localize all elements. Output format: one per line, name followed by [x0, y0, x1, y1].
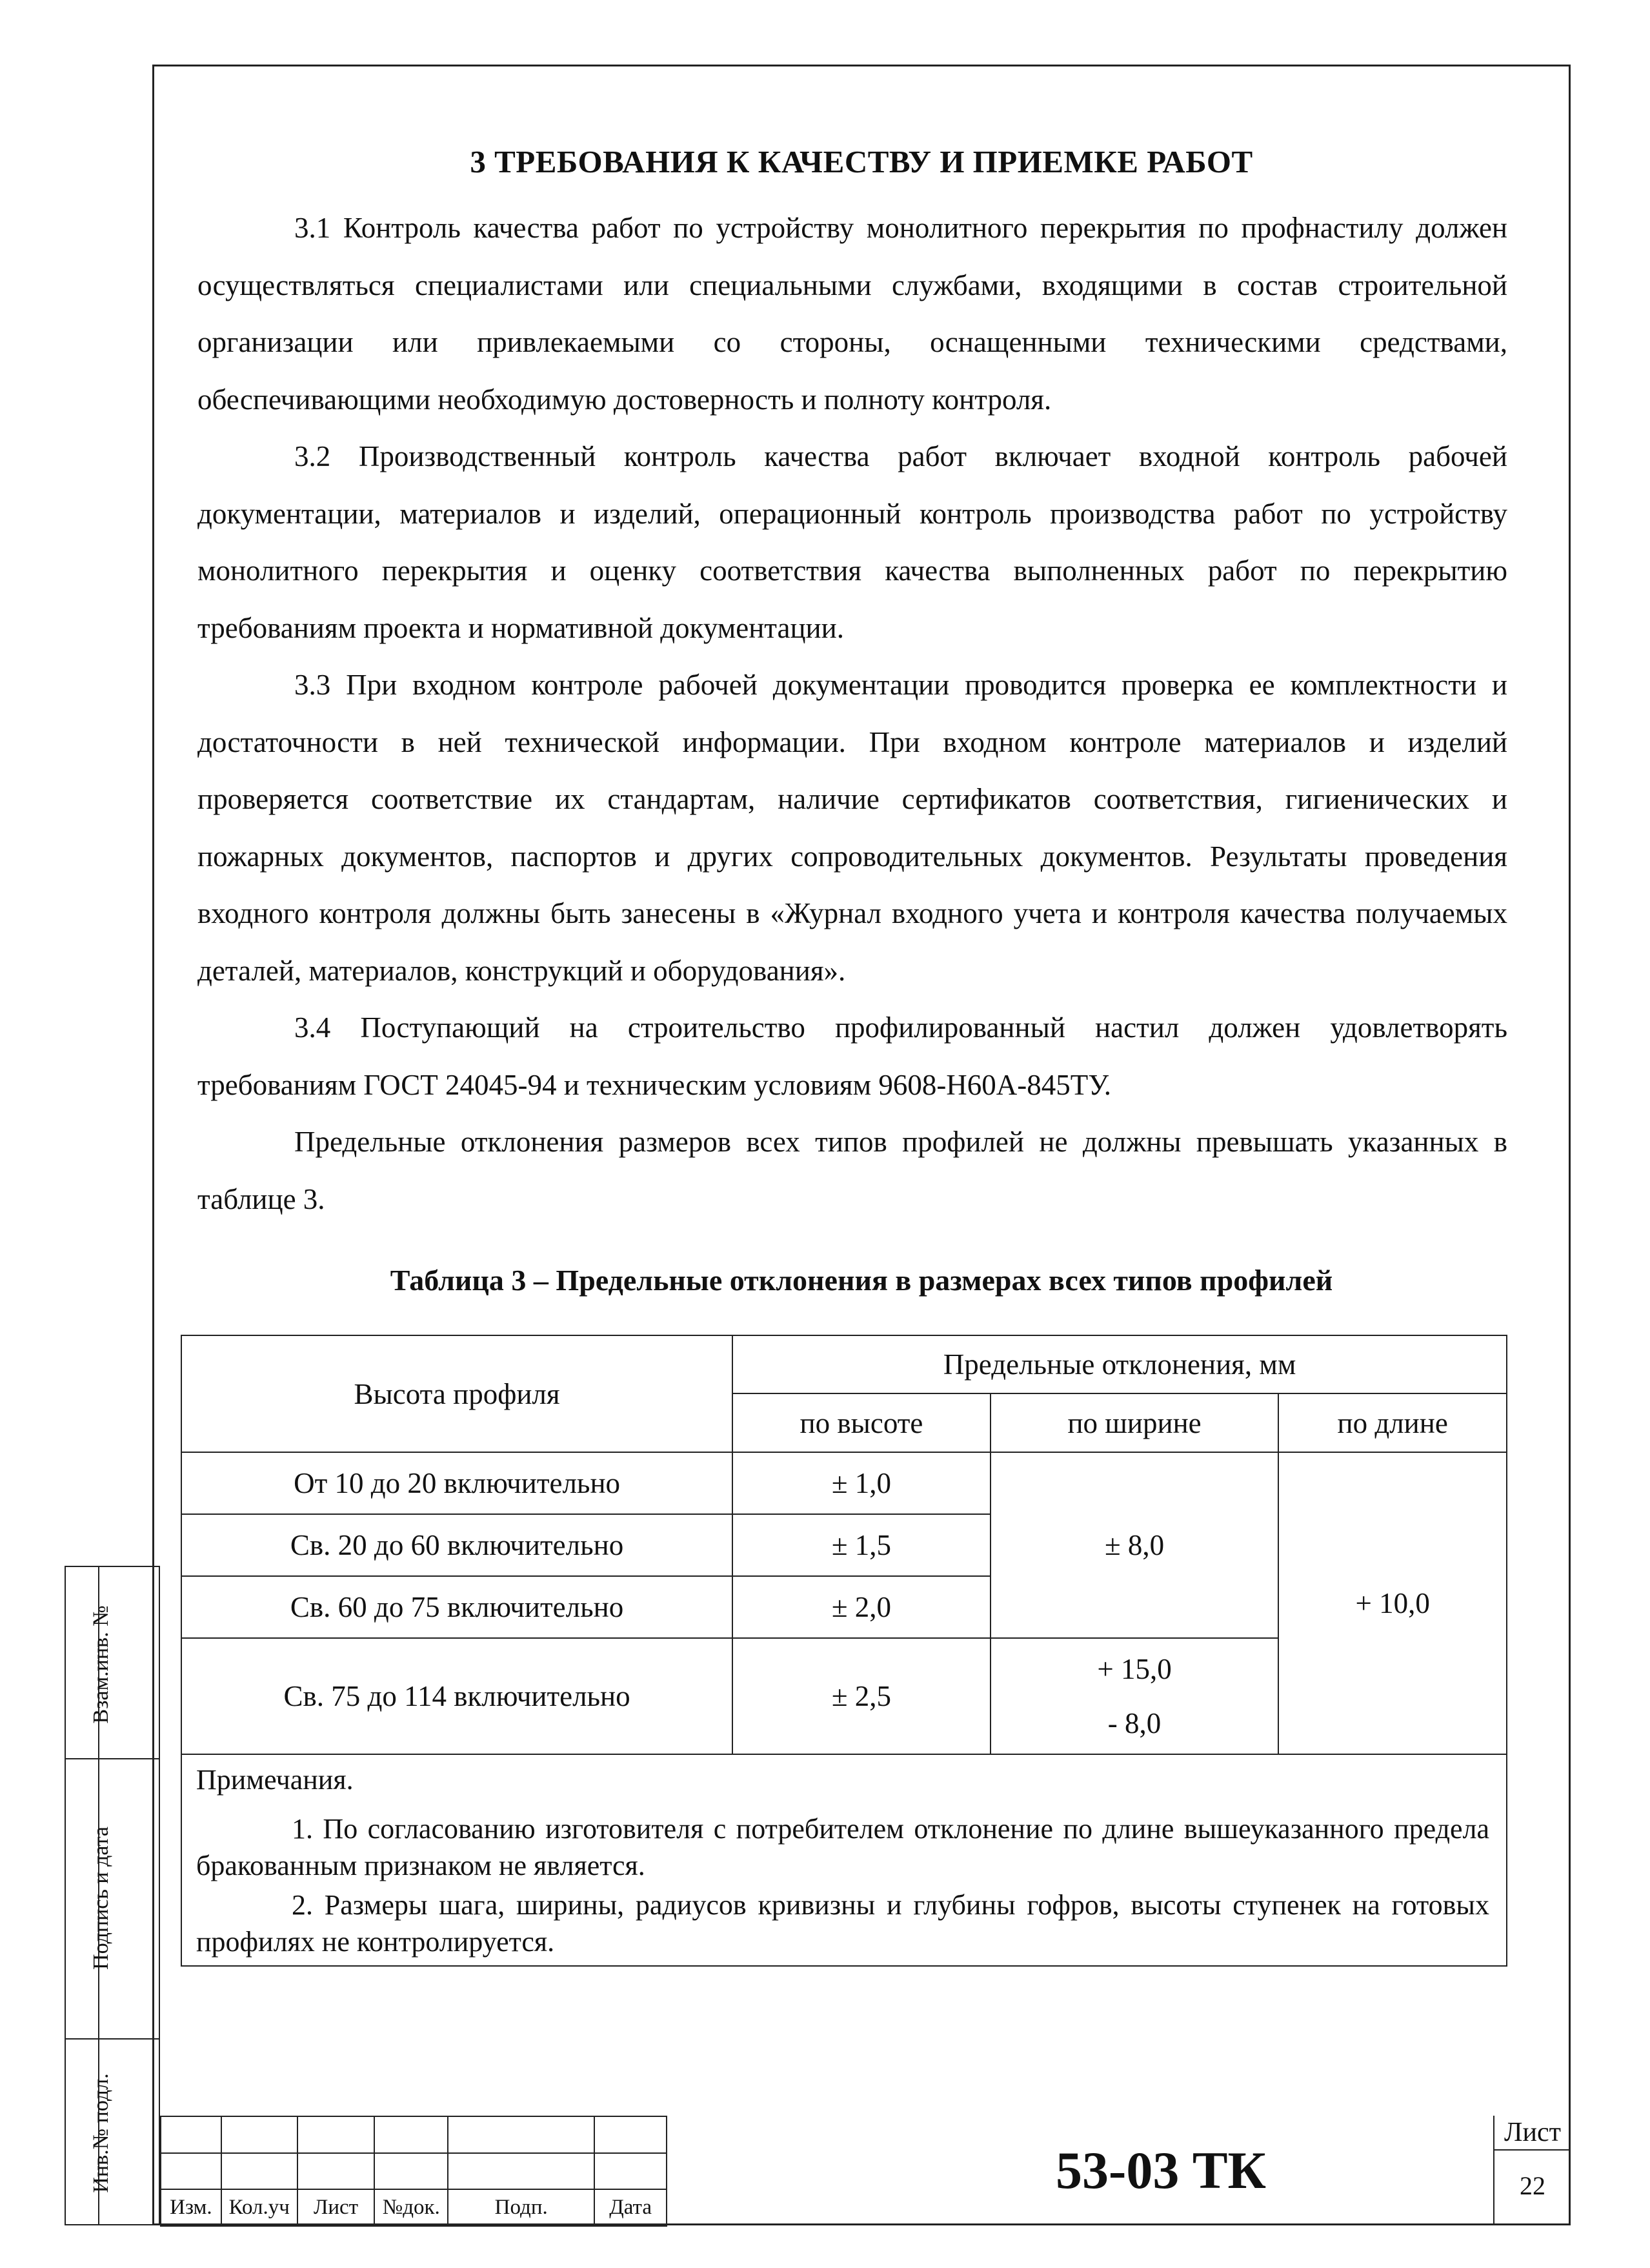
note-1: 1. По согласованию изготовителя с потребителем отклонение по длине вышеуказанного предела бракованным признаком не является. [196, 1813, 1489, 1881]
paragraph-3-2: 3.2 Производственный контроль качества работ включает входной контроль рабочей документации, материалов и изделий, операционный контроль производства работ по устройству монолитного перекрытия и оценку соответствия качества выполненных работ по перекрытию требованиям проекта и нормативной документации. [197, 440, 1507, 644]
cell-height-deviation: ± 1,0 [732, 1452, 991, 1514]
sheet-label: Лист [1494, 2116, 1571, 2151]
deviation-table [181, 1335, 1507, 1755]
col-sheet: Лист [297, 2189, 375, 2226]
col-change: Изм. [161, 2189, 221, 2226]
revision-grid [160, 2116, 667, 2227]
cell-profile-height: Св. 75 до 114 включительно [181, 1638, 732, 1754]
side-label-signature: Подпись и дата [89, 1827, 113, 1970]
side-field-signature [65, 1758, 160, 2040]
paragraph-3-4: 3.4 Поступающий на строительство профилированный настил должен удовлетворять требованиям ГОСТ 24045-94 и техническим условиям 9608-Н60А-845ТУ. [197, 1011, 1507, 1101]
paragraph-3-1: 3.1 Контроль качества работ по устройству монолитного перекрытия по профнастилу должен осуществляться специалистами или специальными службами, входящими в состав строительной организации или привлекаемыми со стороны, оснащенными техническими средствами, обеспечивающими необходимую достоверность и полноту контроля. [197, 212, 1507, 416]
cell-width-deviation: ± 8,0 [991, 1452, 1279, 1638]
cell-profile-height: Св. 20 до 60 включительно [181, 1514, 732, 1576]
subheader-by-height: по высоте [732, 1393, 991, 1452]
sheet-number: 22 [1520, 2171, 1545, 2200]
paragraph-limits: Предельные отклонения размеров всех типов профилей не должны превышать указанных в таблице 3. [197, 1126, 1507, 1215]
col-count: Кол.уч [221, 2189, 297, 2226]
cell-height-deviation: ± 2,0 [732, 1576, 991, 1638]
side-field-inv-original [65, 2038, 160, 2225]
col-date: Дата [594, 2189, 667, 2226]
table-row [181, 1452, 1507, 1514]
header-deviations: Предельные отклонения, мм [732, 1335, 1507, 1393]
cell-height-deviation: ± 1,5 [732, 1514, 991, 1576]
section-heading: 3 ТРЕБОВАНИЯ К КАЧЕСТВУ И ПРИЕМКЕ РАБОТ [470, 144, 1253, 179]
width-plus-value: + 15,0 [1097, 1653, 1172, 1685]
cell-width-deviation-range [991, 1638, 1279, 1754]
body-text [197, 199, 1507, 1228]
paragraph-3-3: 3.3 При входном контроле рабочей документации проводится проверка ее комплектности и достаточности в ней технической информации. При входном контроле материалов и изделий проверяется соответствие их стандартам, наличие сертификатов соответствия, гигиенических и пожарных документов, паспортов и других сопроводительных документов. Результаты проведения входного контроля должны быть занесены в «Журнал входного учета и контроля качества получаемых деталей, материалов, конструкций и оборудования». [197, 669, 1507, 987]
subheader-by-length: по длине [1278, 1393, 1507, 1452]
title-block [160, 2116, 1571, 2225]
cell-length-deviation: + 10,0 [1278, 1452, 1507, 1754]
side-label-inv-original: Инв.№ подл. [89, 2073, 113, 2193]
notes-title: Примечания. [196, 1764, 354, 1796]
cell-height-deviation: ± 2,5 [732, 1638, 991, 1754]
col-signature: Подп. [448, 2189, 594, 2226]
note-2: 2. Размеры шага, ширины, радиусов кривизны и глубины гофров, высоты ступенек на готовых профилях не контролируется. [196, 1889, 1489, 1958]
sheet-box [1493, 2116, 1571, 2225]
subheader-by-width: по ширине [991, 1393, 1279, 1452]
cell-profile-height: От 10 до 20 включительно [181, 1452, 732, 1514]
col-doc-number: №док. [374, 2189, 448, 2226]
side-field-replaced-inv [65, 1566, 160, 1759]
side-label-replaced-inv: Взам.инв. № [89, 1605, 113, 1724]
header-profile-height: Высота профиля [181, 1335, 732, 1452]
width-minus-value: - 8,0 [1107, 1707, 1162, 1739]
document-code: 53-03 ТК [1056, 2141, 1266, 2200]
table-notes [181, 1754, 1507, 1967]
table-caption: Таблица 3 – Предельные отклонения в размерах всех типов профилей [390, 1264, 1333, 1297]
cell-profile-height: Св. 60 до 75 включительно [181, 1576, 732, 1638]
